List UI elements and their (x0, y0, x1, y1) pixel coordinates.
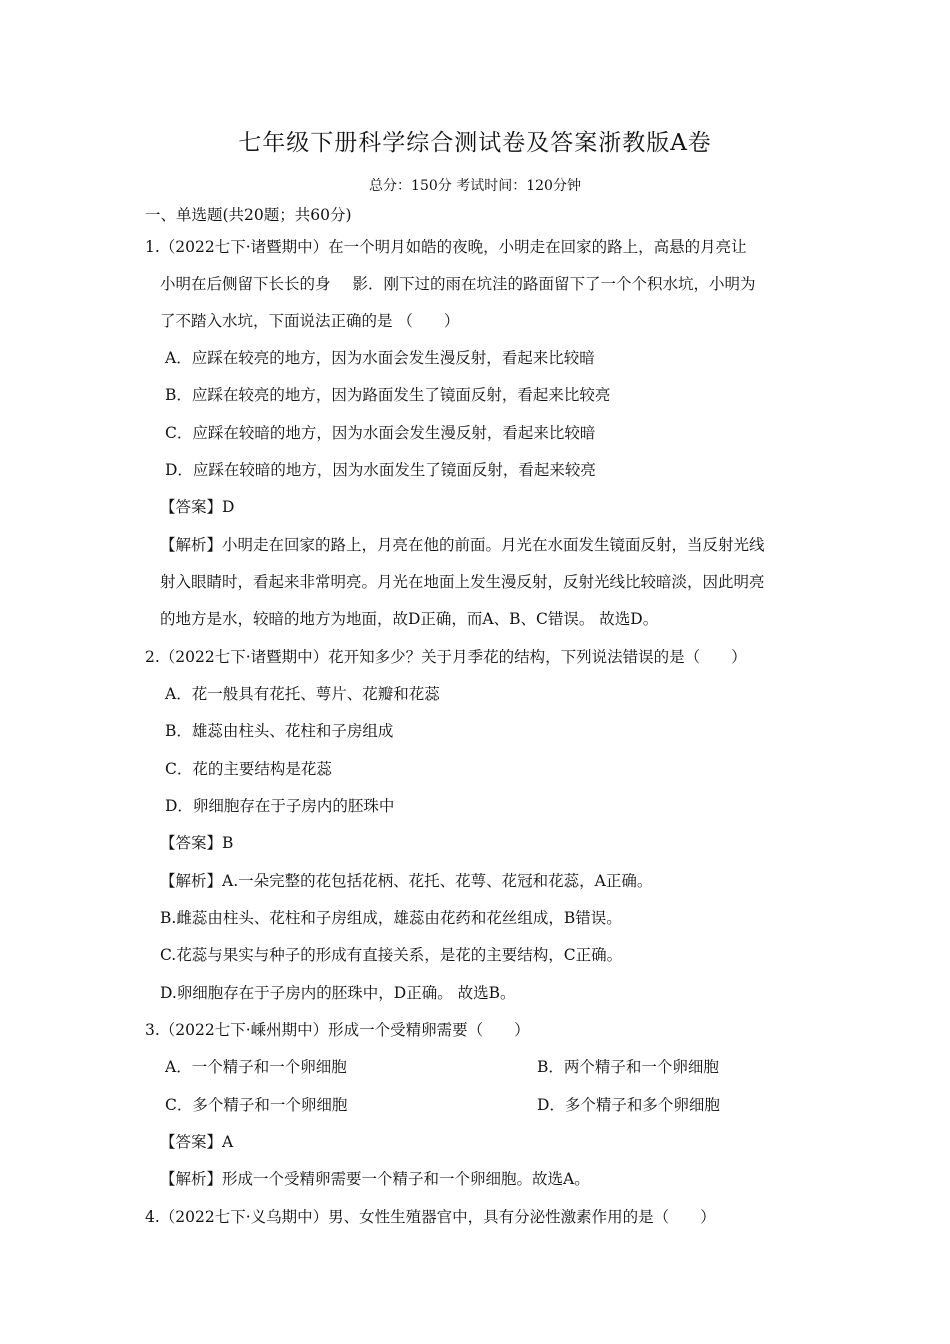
q1-option-d: D．应踩在较暗的地方，因为水面发生了镜面反射，看起来较亮 (165, 461, 596, 479)
q2-option-b: B．雄蕊由柱头、花柱和子房组成 (165, 722, 394, 740)
q1-stem-line2-part2: 影．刚下过的雨在坑洼的路面留下了一个个积水坑，小明为 (352, 275, 756, 293)
q1-option-b: B．应踩在较亮的地方，因为路面发生了镜面反射，看起来比较亮 (165, 386, 611, 404)
q1-analysis-line3: 的地方是水，较暗的地方为地面，故D正确，而A、B、C错误。 故选D。 (160, 610, 659, 628)
q1-stem-line2-part1: 小明在后侧留下长长的身 (160, 275, 331, 293)
q2-analysis-line2: B.雌蕊由柱头、花柱和子房组成，雄蕊由花药和花丝组成，B错误。 (160, 909, 622, 927)
section-heading: 一、单选题(共20题；共60分) (145, 206, 352, 224)
q2-option-c: C．花的主要结构是花蕊 (165, 760, 332, 778)
q2-option-d: D．卵细胞存在于子房内的胚珠中 (165, 797, 395, 815)
q2-analysis-line3: C.花蕊与果实与种子的形成有直接关系，是花的主要结构，C正确。 (160, 946, 623, 964)
q2-analysis-line4: D.卵细胞存在于子房内的胚珠中，D正确。 故选B。 (160, 984, 516, 1002)
q3-option-c: C．多个精子和一个卵细胞 (165, 1096, 348, 1114)
q2-stem: 2.（2022七下·诸暨期中）花开知多少？关于月季花的结构，下列说法错误的是（ ） (145, 648, 747, 666)
exam-meta: 总分：150分 考试时间：120分钟 (369, 178, 581, 194)
q2-option-a: A．花一般具有花托、萼片、花瓣和花蕊 (165, 685, 440, 703)
q3-answer: 【答案】A (160, 1133, 234, 1151)
q3-analysis: 【解析】形成一个受精卵需要一个精子和一个卵细胞。故选A。 (160, 1170, 590, 1188)
q3-stem: 3.（2022七下·嵊州期中）形成一个受精卵需要（ ） (145, 1021, 530, 1039)
document-title: 七年级下册科学综合测试卷及答案浙教版A卷 (238, 130, 712, 156)
q1-option-c: C．应踩在较暗的地方，因为水面会发生漫反射，看起来比较暗 (165, 424, 596, 442)
q1-stem-line1: 1.（2022七下·诸暨期中）在一个明月如皓的夜晚，小明走在回家的路上，高悬的月亮让 (145, 238, 747, 256)
q3-option-a: A．一个精子和一个卵细胞 (165, 1058, 347, 1076)
q2-answer: 【答案】B (160, 834, 234, 852)
q2-analysis-line1: 【解析】A.一朵完整的花包括花柄、花托、花萼、花冠和花蕊，A正确。 (160, 872, 653, 890)
q4-stem: 4.（2022七下·义乌期中）男、女性生殖器官中，具有分泌性激素作用的是（ ） (145, 1208, 716, 1226)
q1-stem-line3: 了不踏入水坑，下面说法正确的是 （ ） (160, 312, 460, 330)
q1-stem-line2 (160, 273, 756, 295)
q3-option-b: B．两个精子和一个卵细胞 (537, 1058, 719, 1076)
q1-answer: 【答案】D (160, 498, 235, 516)
q3-option-d: D．多个精子和多个卵细胞 (537, 1096, 720, 1114)
q1-analysis-line1: 【解析】小明走在回家的路上，月亮在他的前面。月光在水面发生镜面反射，当反射光线 (160, 536, 765, 554)
q1-option-a: A．应踩在较亮的地方，因为水面会发生漫反射，看起来比较暗 (165, 349, 595, 367)
q1-analysis-line2: 射入眼睛时，看起来非常明亮。月光在地面上发生漫反射，反射光线比较暗淡，因此明亮 (160, 573, 765, 591)
